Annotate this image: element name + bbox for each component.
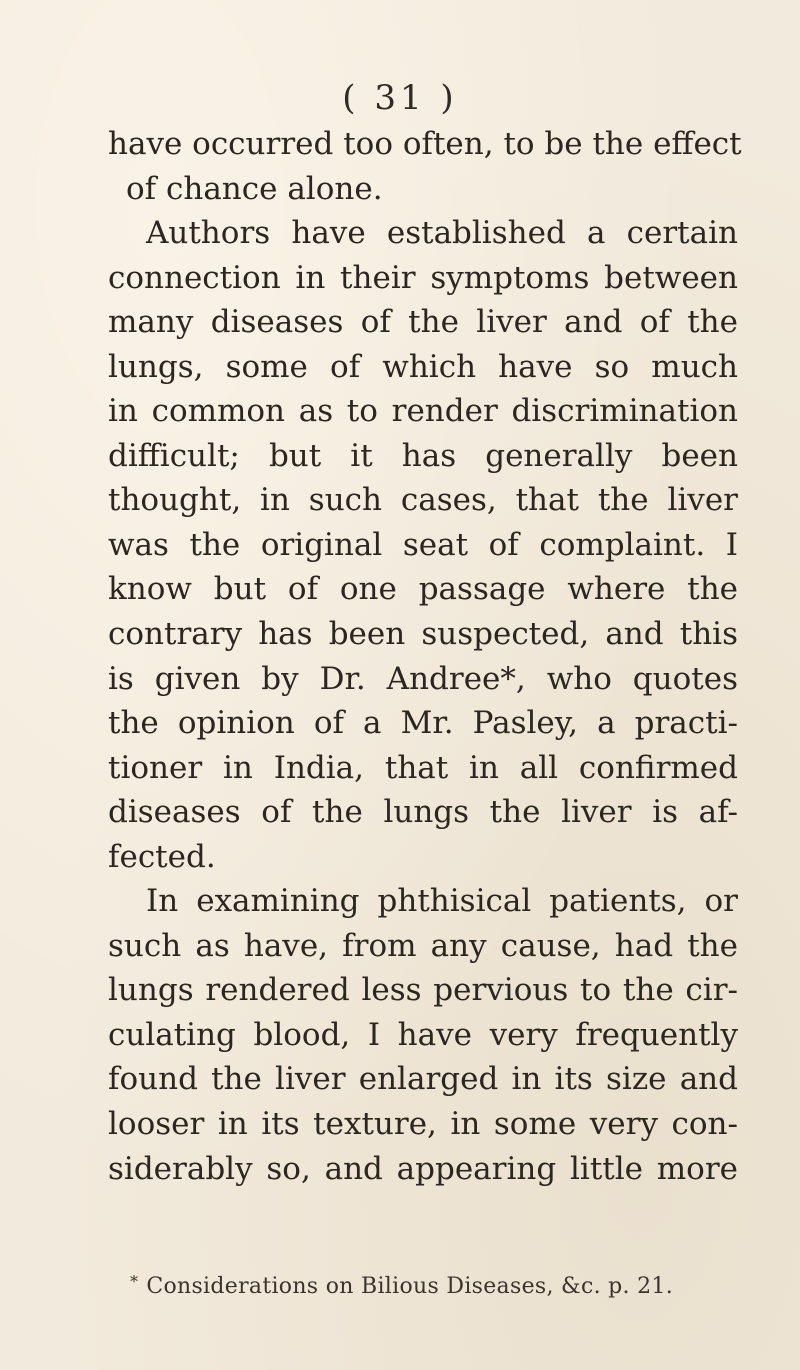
text-line: looser in its texture, in some very con- (108, 1106, 738, 1143)
text-line: In examining phthisical patients, or (146, 883, 738, 920)
text-line: connection in their symptoms between (108, 259, 738, 296)
footnote-mark: * (130, 1272, 139, 1291)
text-line: many diseases of the liver and of the (108, 304, 738, 341)
text-line: such as have, from any cause, had the (108, 927, 738, 964)
text-line: diseases of the lungs the liver is af- (108, 794, 738, 831)
text-line: lungs rendered less pervious to the cir- (108, 972, 738, 1009)
text-line: lungs, some of which have so much (108, 348, 738, 385)
text-line: was the original seat of complaint. I (108, 526, 738, 563)
text-line: the opinion of a Mr. Pasley, a practi- (108, 705, 738, 742)
text-line: thought, in such cases, that the liver (108, 482, 738, 519)
text-line: is given by Dr. Andree*, who quotes (108, 660, 738, 697)
text-line: know but of one passage where the (108, 571, 738, 608)
text-line: fected. (108, 838, 216, 875)
text-line: have occurred too often, to be the effect (108, 126, 742, 162)
text-line: difficult; but it has generally been (108, 437, 738, 474)
text-line: found the liver enlarged in its size and (108, 1061, 738, 1098)
text-line: Authors have established a certain (146, 215, 738, 252)
text-line: culating blood, I have very frequently (108, 1016, 738, 1053)
page-number: ( 31 ) (342, 78, 458, 118)
text-line: of chance alone. (126, 170, 383, 207)
text-line: tioner in India, that in all confirmed (108, 749, 738, 786)
text-line: siderably so, and appearing little more (108, 1150, 738, 1187)
footnote (130, 1272, 750, 1299)
text-line: in common as to render discrimination (108, 393, 738, 430)
text-line: contrary has been suspected, and this (108, 616, 738, 653)
footnote-text: Considerations on Bilious Diseases, &c. p. 21. (146, 1274, 674, 1299)
body-text (108, 122, 742, 1191)
